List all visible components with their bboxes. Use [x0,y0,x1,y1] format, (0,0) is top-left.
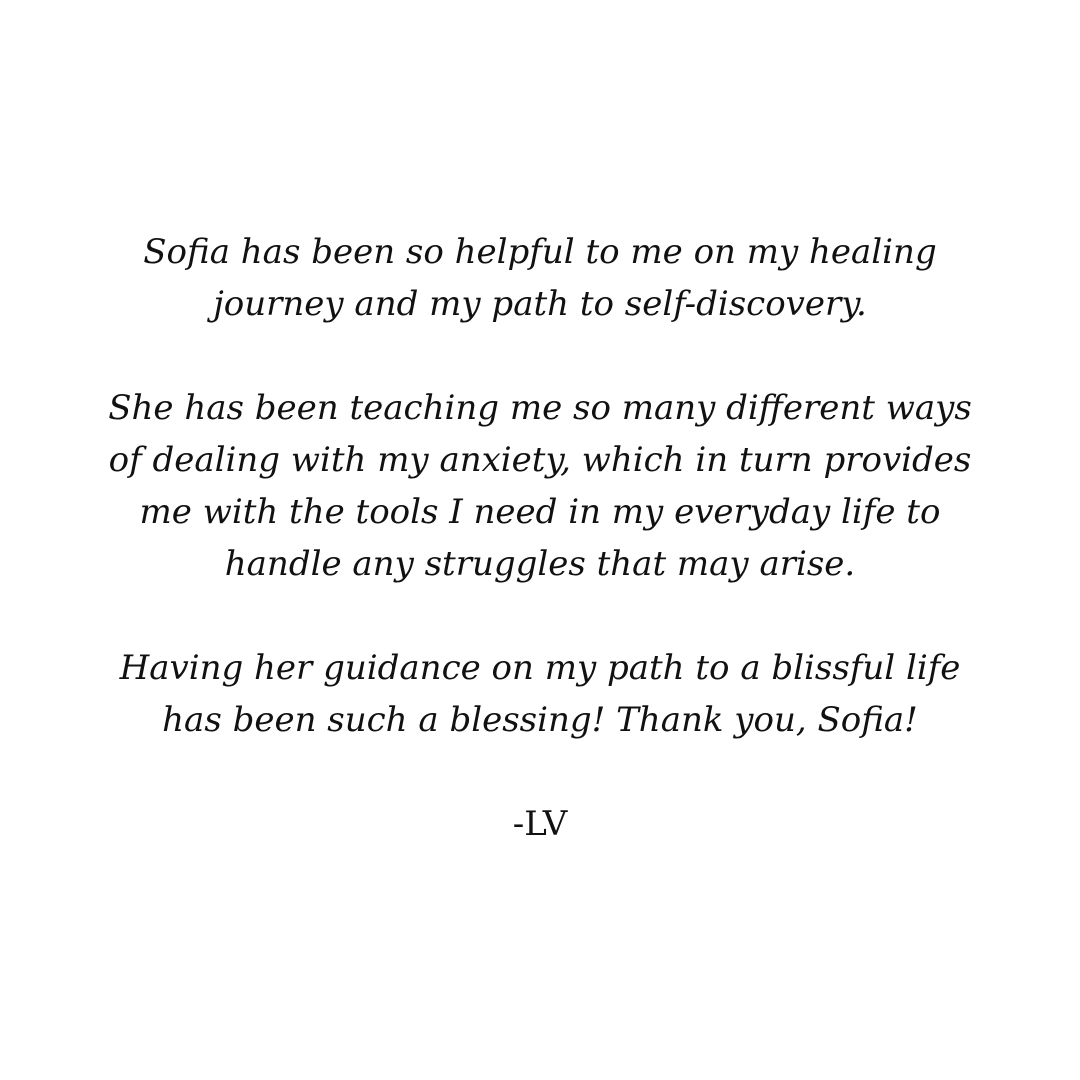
quote-line: handle any struggles that may arise. [224,544,856,584]
quote-line: Sofia has been so helpful to me on my healing [143,232,937,272]
quote-line: She has been teaching me so many different ways [108,388,972,428]
quote-line: me with the tools I need in my everyday life to [139,492,941,532]
quote-line: Having her guidance on my path to a blissful life [119,648,961,688]
testimonial-signature [0,798,1080,850]
testimonial-paragraph-3 [0,642,1080,746]
quote-line: journey and my path to self-discovery. [213,284,867,324]
testimonial-quote [0,226,1080,850]
quote-line: has been such a blessing! Thank you, Sofia! [162,700,918,740]
quote-line: of dealing with my anxiety, which in turn provides [108,440,972,480]
testimonial-paragraph-2 [0,382,1080,590]
testimonial-paragraph-1 [0,226,1080,330]
signature-text: -LV [512,804,568,844]
